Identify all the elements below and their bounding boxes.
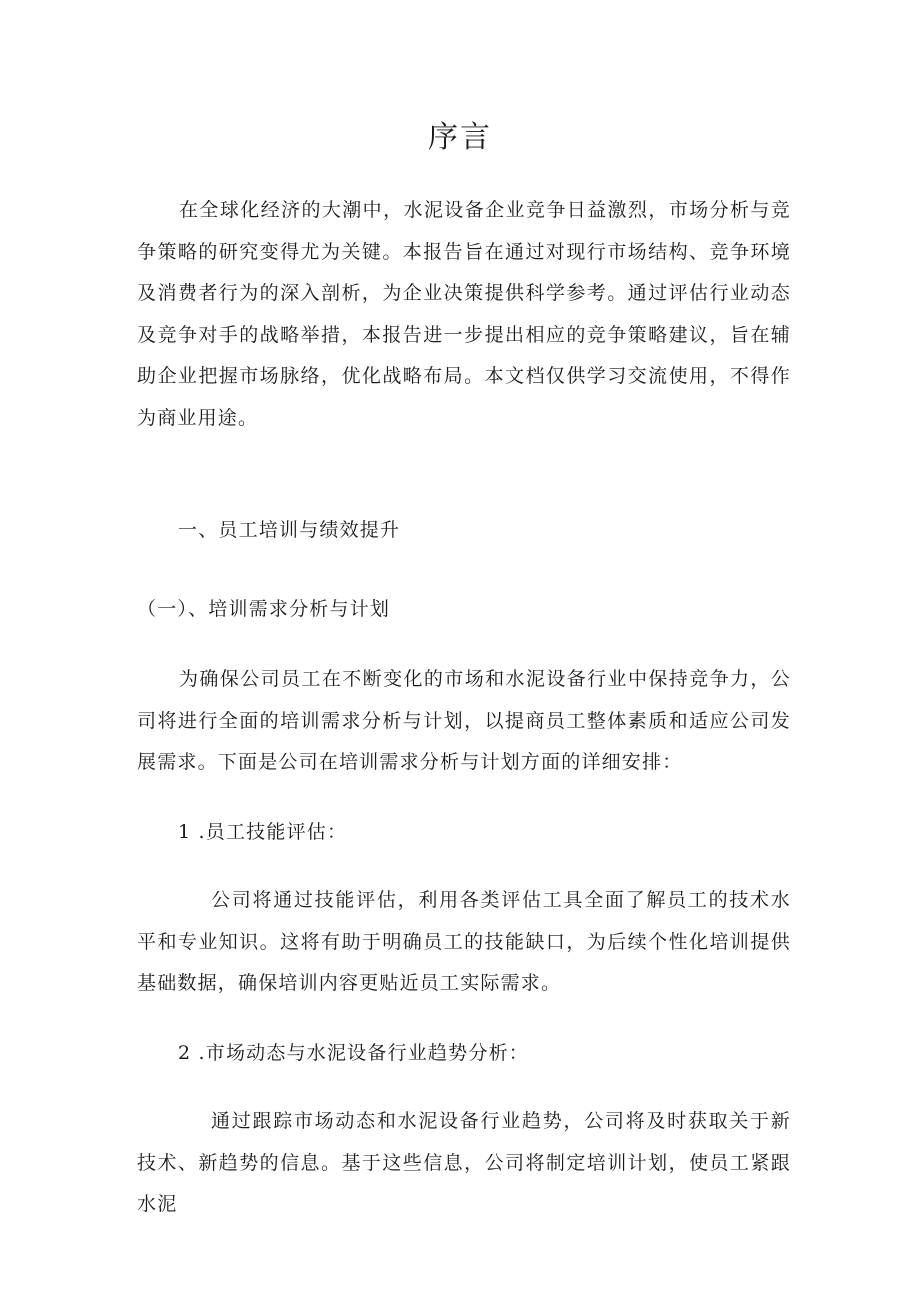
page-title: 序言 (428, 120, 492, 155)
item-heading-2: 2 .市场动态与水泥设备行业趋势分析： (178, 1042, 529, 1064)
item-body-2: 通过跟踪市场动态和水泥设备行业趋势，公司将及时获取关于新技术、新趋势的信息。基于这些信息，公司将制定培训计划，使员工紧跟水泥 (137, 1110, 791, 1215)
preface-paragraph: 在全球化经济的大潮中，水泥设备企业竞争日益激烈，市场分析与竞争策略的研究变得尤为关键。本报告旨在通过对现行市场结构、竞争环境及消费者行为的深入剖析，为企业决策提供科学参考。通过评估行业动态及竞争对手的战略举措，本报告进一步提出相应的竞争策略建议，旨在辅助企业把握市场脉络，优化战略布局。本文档仅供学习交流使用，不得作为商业用途。 (137, 199, 791, 429)
item-body-1: 公司将通过技能评估，利用各类评估工具全面了解员工的技术水平和专业知识。这将有助于明确员工的技能缺口，为后续个性化培训提供基础数据，确保培训内容更贴近员工实际需求。 (137, 889, 791, 994)
section-heading: 一、员工培训与绩效提升 (178, 519, 401, 541)
item-heading-1: 1 .员工技能评估： (178, 821, 348, 843)
subsection-heading: （一）、培训需求分析与计划 (137, 598, 391, 620)
subsection-intro-paragraph: 为确保公司员工在不断变化的市场和水泥设备行业中保持竞争力，公司将进行全面的培训需求分析与计划，以提商员工整体素质和适应公司发展需求。下面是公司在培训需求分析与计划方面的详细安排： (137, 668, 791, 773)
